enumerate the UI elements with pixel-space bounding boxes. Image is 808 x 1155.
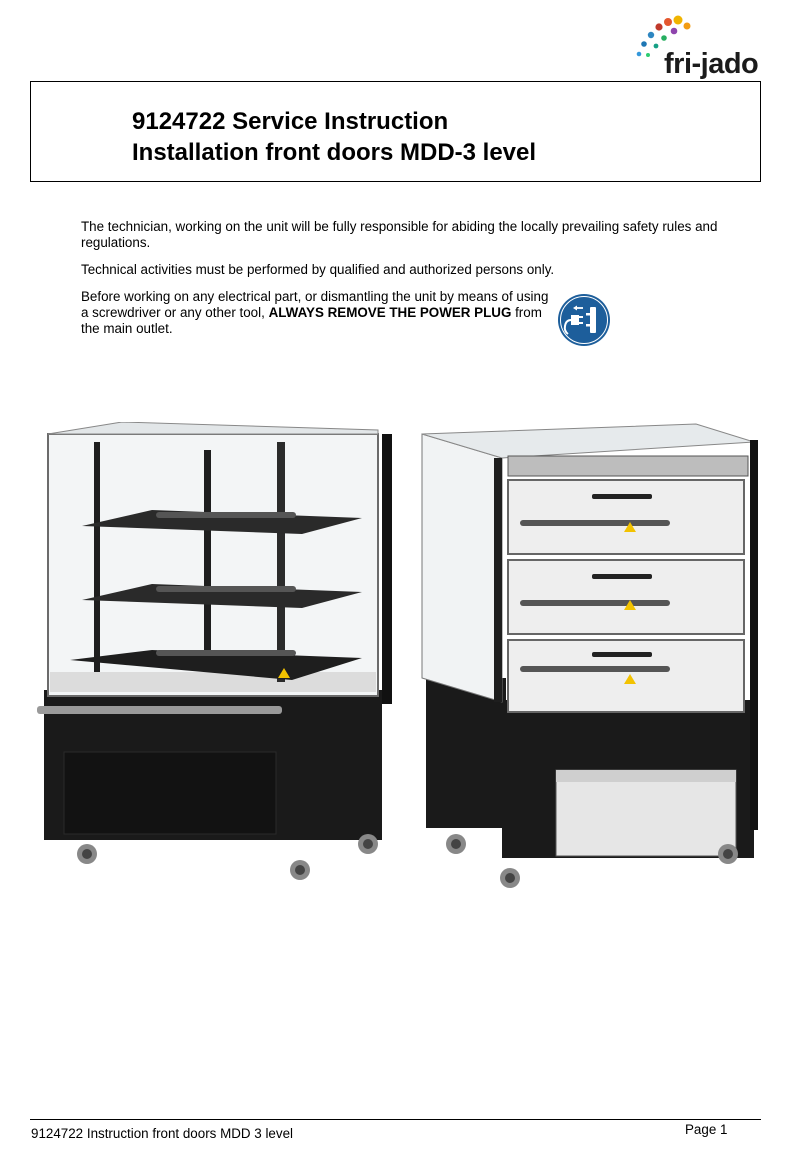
display-cabinet-front-image bbox=[32, 422, 400, 890]
power-text-bold: ALWAYS REMOVE THE POWER PLUG bbox=[268, 305, 512, 320]
safety-paragraph-responsibility: The technician, working on the unit will be fully responsible for abiding the locally prevailing safety rules and regulations. bbox=[81, 219, 718, 250]
disconnect-plug-icon bbox=[557, 293, 611, 347]
power-text-post: from the main outlet. bbox=[81, 305, 542, 336]
safety-paragraph-qualified: Technical activities must be performed by qualified and authorized persons only. bbox=[81, 262, 555, 277]
brand-logo bbox=[634, 14, 784, 80]
display-cabinet-drawers-image bbox=[416, 420, 776, 898]
footer-document-title: 9124722 Instruction front doors MDD 3 level bbox=[31, 1126, 294, 1141]
page-title: 9124722 Service Instruction bbox=[132, 108, 449, 135]
title-box bbox=[30, 81, 761, 182]
page-subtitle: Installation front doors MDD-3 level bbox=[132, 139, 537, 166]
safety-paragraph-power bbox=[81, 289, 551, 337]
power-text-pre: Before working on any electrical part, or dismantling the unit by means of using a screwdriver or any other tool, bbox=[81, 289, 549, 320]
page-number: Page 1 bbox=[685, 1122, 728, 1137]
brand-name: fri-jado bbox=[664, 48, 759, 80]
footer-divider bbox=[30, 1119, 761, 1120]
